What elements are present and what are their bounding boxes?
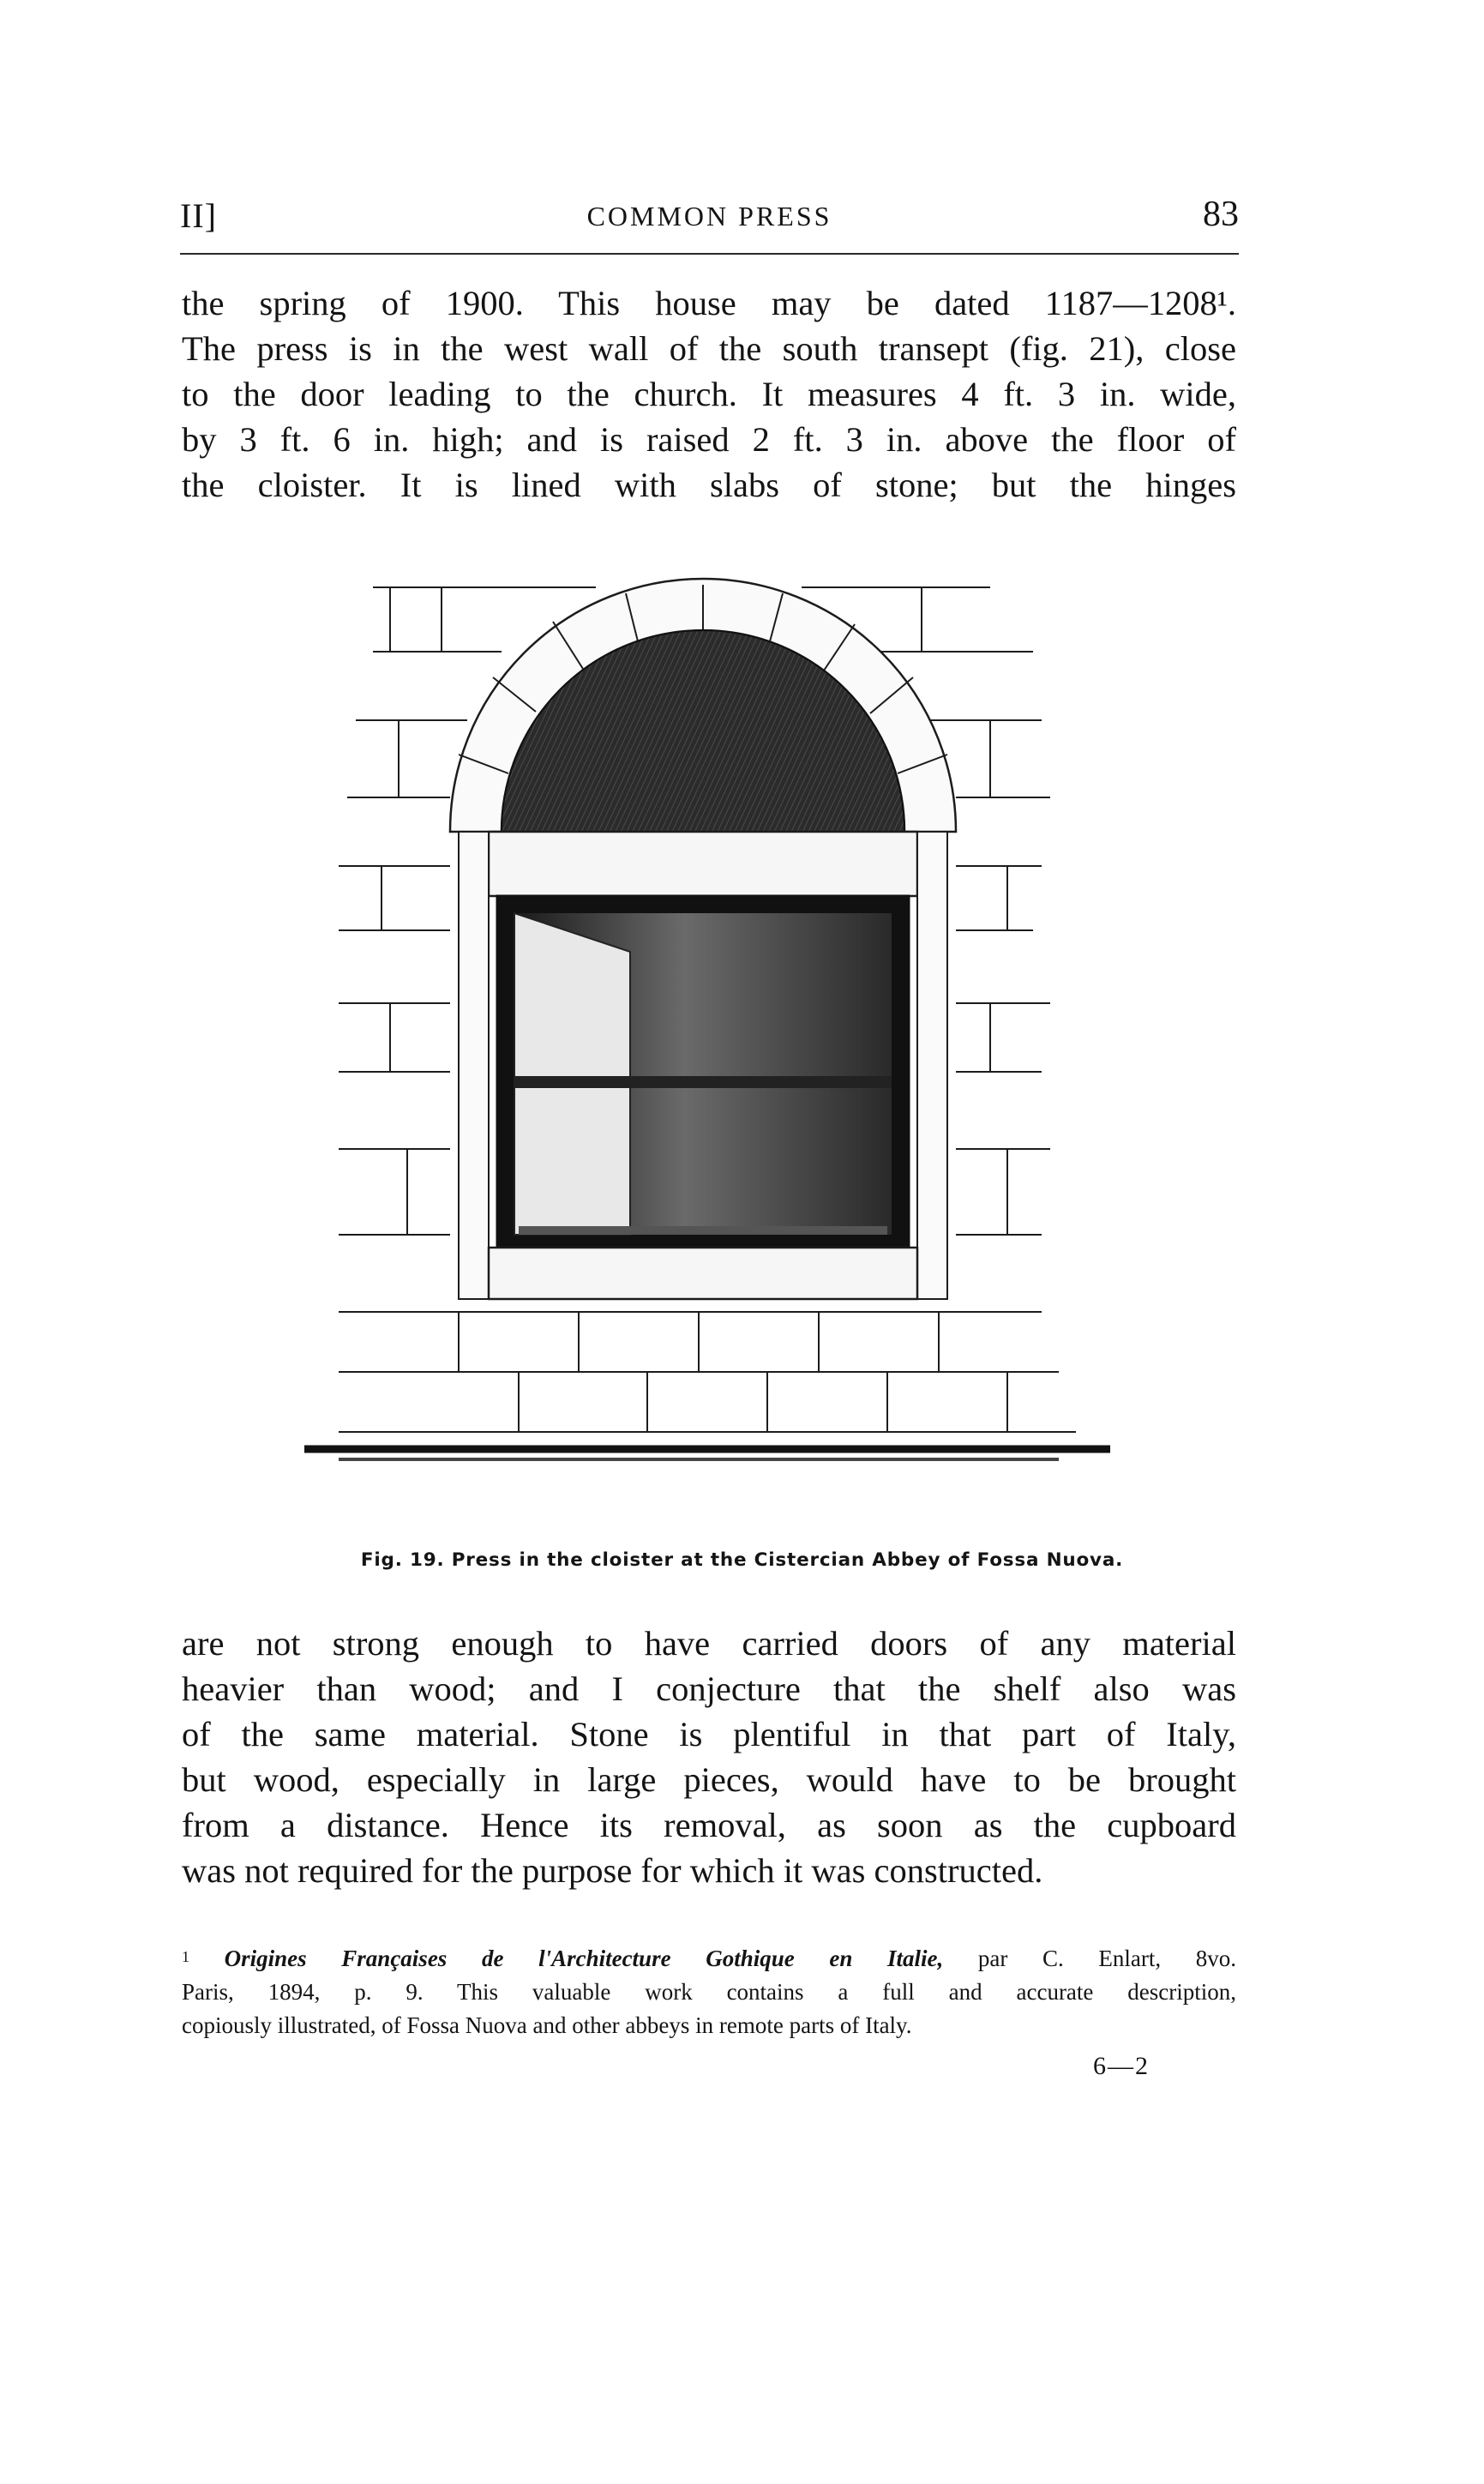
text-line: the cloister. It is lined with slabs of stone; but the hinges bbox=[182, 466, 1236, 504]
cited-title: Origines Françaises de l'Architecture Gothique en Italie, bbox=[224, 1946, 944, 1971]
page-number: 83 bbox=[1203, 195, 1239, 234]
text-line: of the same material. Stone is plentiful in that part of Italy, bbox=[182, 1715, 1236, 1753]
paragraph-bottom bbox=[182, 1621, 1236, 1893]
footnote-author: par C. Enlart, 8vo. bbox=[977, 1946, 1237, 1971]
figure-caption: Fig. 19. Press in the cloister at the Cistercian Abbey of Fossa Nuova. bbox=[360, 1549, 1124, 1571]
text-line: but wood, especially in large pieces, would have to be brought bbox=[182, 1760, 1236, 1799]
text-line: from a distance. Hence its removal, as soon as the cupboard bbox=[182, 1806, 1236, 1844]
text-line: was not required for the purpose for which it was constructed. bbox=[182, 1851, 1043, 1890]
paragraph-top bbox=[182, 280, 1236, 508]
signature-mark: 6—2 bbox=[1093, 2052, 1150, 2080]
text-line: heavier than wood; and I conjecture that the shelf also was bbox=[182, 1669, 1236, 1708]
footnote-line: copiously illustrated, of Fossa Nuova and other abbeys in remote parts of Italy. bbox=[182, 2012, 912, 2038]
text-line: by 3 ft. 6 in. high; and is raised 2 ft. 3 in. above the floor of bbox=[182, 420, 1236, 459]
text-line: the spring of 1900. This house may be dated 1187—1208¹. bbox=[182, 284, 1236, 322]
running-title: COMMON PRESS bbox=[586, 201, 832, 232]
press-illustration bbox=[287, 549, 1145, 1526]
text-line: The press is in the west wall of the south transept (fig. 21), close bbox=[182, 329, 1236, 368]
text-line: to the door leading to the church. It measures 4 ft. 3 in. wide, bbox=[182, 375, 1236, 413]
header-rule bbox=[180, 253, 1239, 255]
footnote-line: Paris, 1894, p. 9. This valuable work contains a full and accurate description, bbox=[182, 1979, 1236, 2005]
running-header bbox=[180, 190, 1239, 242]
chapter-number: II] bbox=[180, 196, 217, 235]
text-line: are not strong enough to have carried doors of any material bbox=[182, 1624, 1236, 1663]
footnote-marker: 1 bbox=[182, 1948, 189, 1965]
footnote-line bbox=[182, 1942, 1236, 1976]
footnote bbox=[182, 1942, 1236, 2042]
